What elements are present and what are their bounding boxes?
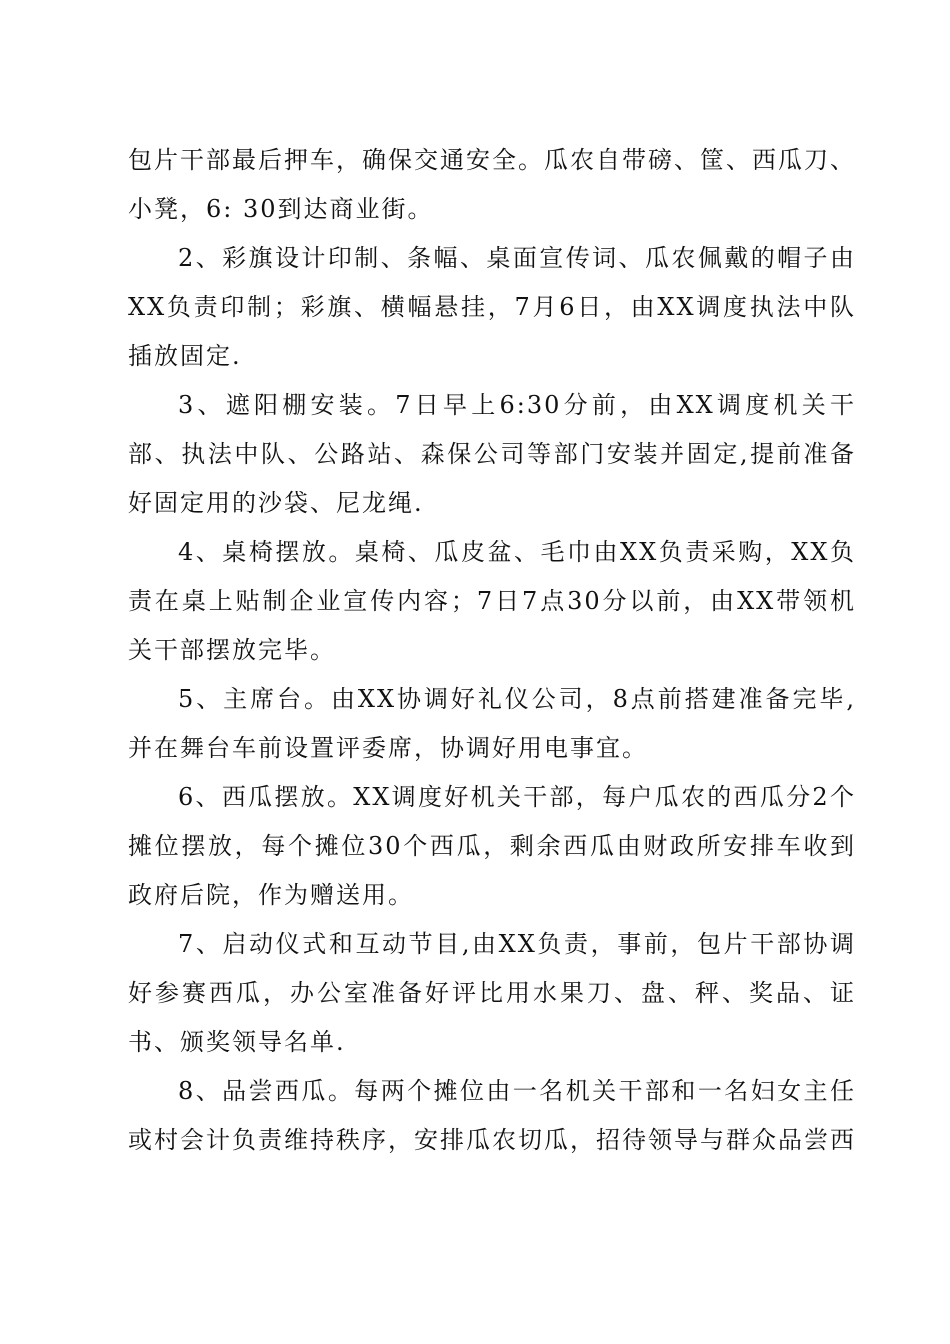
paragraph-item-6: 6、西瓜摆放。XX调度好机关干部，每户瓜农的西瓜分2个摊位摆放，每个摊位30个西瓜，剩余西瓜由财政所安排车收到政府后院，作为赠送用。	[128, 783, 856, 909]
paragraph-item-7: 7、启动仪式和互动节目,由XX负责，事前，包片干部协调好参赛西瓜，办公室准备好评比用水果刀、盘、秤、奖品、证书、颁奖领导名单.	[128, 930, 856, 1056]
paragraph-item-2: 2、彩旗设计印制、条幅、桌面宣传词、瓜农佩戴的帽子由XX负责印制；彩旗、横幅悬挂，7月6日，由XX调度执法中队插放固定.	[128, 244, 856, 370]
document-body	[128, 136, 856, 1165]
paragraph-item-4: 4、桌椅摆放。桌椅、瓜皮盆、毛巾由XX负责采购，XX负责在桌上贴制企业宣传内容；7日7点30分以前，由XX带领机关干部摆放完毕。	[128, 538, 856, 664]
paragraph-item-8: 8、品尝西瓜。每两个摊位由一名机关干部和一名妇女主任或村会计负责维持秩序，安排瓜农切瓜，招待领导与群众品尝西	[128, 1077, 856, 1154]
paragraph-continuation: 包片干部最后押车，确保交通安全。瓜农自带磅、筐、西瓜刀、小凳，6: 30到达商业街。	[128, 146, 856, 223]
paragraph-item-3: 3、遮阳棚安装。7日早上6:30分前，由XX调度机关干部、执法中队、公路站、森保公司等部门安装并固定,提前准备好固定用的沙袋、尼龙绳.	[128, 391, 856, 517]
paragraph-item-5: 5、主席台。由XX协调好礼仪公司，8点前搭建准备完毕,并在舞台车前设置评委席，协调好用电事宜。	[128, 685, 856, 762]
